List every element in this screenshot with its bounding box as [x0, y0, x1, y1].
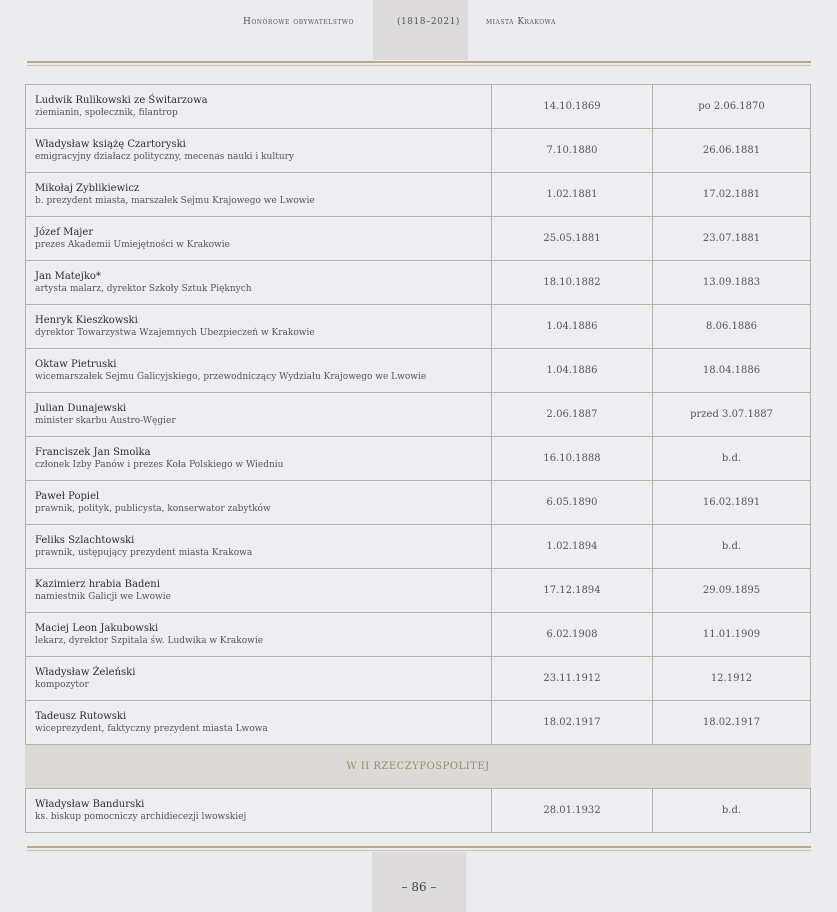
- top-rule: [27, 61, 811, 66]
- table-row: [25, 173, 811, 217]
- person-description: lekarz, dyrektor Szpitala św. Ludwika w Krakowie: [35, 636, 264, 646]
- person-description: namiestnik Galicji we Lwowie: [35, 592, 171, 602]
- person-name: Julian Dunajewski: [35, 403, 127, 414]
- person-name: Franciszek Jan Smolka: [35, 447, 151, 458]
- granted-date: 14.10.1869: [492, 85, 653, 128]
- table-row: [25, 393, 811, 437]
- section-heading: W II RZECZYPOSPOLITEJ: [25, 745, 811, 789]
- death-date: 12.1912: [710, 673, 753, 684]
- granted-date: 18.10.1882: [492, 261, 653, 304]
- table-row: [25, 789, 811, 833]
- death-date: 29.09.1895: [702, 585, 761, 596]
- granted-date: 1.02.1894: [492, 525, 653, 568]
- table-row: [25, 85, 811, 129]
- person-name: Oktaw Pietruski: [35, 359, 117, 370]
- person-description: ziemianin, społecznik, filantrop: [35, 108, 178, 118]
- granted-date: 6.05.1890: [492, 481, 653, 524]
- person-name: Paweł Popiel: [35, 491, 100, 502]
- person-cell: [26, 701, 492, 744]
- death-date: 13.09.1883: [702, 277, 761, 288]
- granted-date: 17.12.1894: [492, 569, 653, 612]
- death-date: 11.01.1909: [702, 629, 761, 640]
- person-description: b. prezydent miasta, marszałek Sejmu Krajowego we Lwowie: [35, 196, 315, 206]
- person-cell: [26, 393, 492, 436]
- table-row: [25, 657, 811, 701]
- person-description: emigracyjny działacz polityczny, mecenas nauki i kultury: [35, 152, 295, 162]
- person-name: Tadeusz Rutowski: [35, 711, 127, 722]
- table-row: [25, 217, 811, 261]
- bottom-rule: [27, 846, 811, 851]
- death-date: 16.02.1891: [702, 497, 761, 508]
- table-row: [25, 569, 811, 613]
- person-description: prawnik, polityk, publicysta, konserwator zabytków: [35, 504, 271, 514]
- person-cell: [26, 789, 492, 832]
- death-date: przed 3.07.1887: [690, 409, 773, 420]
- person-cell: [26, 261, 492, 304]
- death-date: b.d.: [721, 805, 742, 816]
- person-cell: [26, 481, 492, 524]
- person-name: Mikołaj Zyblikiewicz: [35, 183, 140, 194]
- honorary-citizens-table: [25, 84, 811, 833]
- person-name: Władysław książę Czartoryski: [35, 139, 186, 150]
- header-left: Honorowe obywatelstwo: [243, 17, 354, 27]
- person-name: Władysław Bandurski: [35, 799, 145, 810]
- death-date: 23.07.1881: [702, 233, 761, 244]
- granted-date: 1.04.1886: [492, 349, 653, 392]
- person-name: Władysław Żeleński: [35, 667, 136, 678]
- person-cell: [26, 129, 492, 172]
- death-date: 18.04.1886: [702, 365, 761, 376]
- person-description: ks. biskup pomocniczy archidiecezji lwowskiej: [35, 812, 247, 822]
- person-description: minister skarbu Austro-Węgier: [35, 416, 176, 426]
- table-row: [25, 525, 811, 569]
- person-cell: [26, 349, 492, 392]
- page-number: – 86 –: [401, 880, 437, 894]
- table-row: [25, 613, 811, 657]
- header-right: miasta Krakowa: [486, 17, 556, 27]
- person-cell: [26, 437, 492, 480]
- person-description: członek Izby Panów i prezes Koła Polskiego w Wiedniu: [35, 460, 284, 470]
- person-cell: [26, 217, 492, 260]
- granted-date: 6.02.1908: [492, 613, 653, 656]
- granted-date: 18.02.1917: [492, 701, 653, 744]
- person-cell: [26, 569, 492, 612]
- person-cell: [26, 305, 492, 348]
- person-name: Kazimierz hrabia Badeni: [35, 579, 160, 590]
- table-row: [25, 701, 811, 745]
- table-row: [25, 261, 811, 305]
- person-name: Jan Matejko*: [35, 271, 101, 282]
- table-row: [25, 305, 811, 349]
- granted-date: 23.11.1912: [492, 657, 653, 700]
- table-row: [25, 437, 811, 481]
- person-name: Feliks Szlachtowski: [35, 535, 135, 546]
- person-name: Józef Majer: [35, 227, 94, 238]
- header-center: (1818–2021): [397, 17, 460, 27]
- granted-date: 7.10.1880: [492, 129, 653, 172]
- person-name: Henryk Kieszkowski: [35, 315, 138, 326]
- death-date: 18.02.1917: [702, 717, 761, 728]
- person-description: kompozytor: [35, 680, 89, 690]
- person-cell: [26, 613, 492, 656]
- running-header: [0, 17, 837, 33]
- table-row: [25, 129, 811, 173]
- person-cell: [26, 85, 492, 128]
- person-description: prawnik, ustępujący prezydent miasta Krakowa: [35, 548, 253, 558]
- person-cell: [26, 525, 492, 568]
- person-name: Maciej Leon Jakubowski: [35, 623, 159, 634]
- death-date: 17.02.1881: [702, 189, 761, 200]
- person-description: wiceprezydent, faktyczny prezydent miasta Lwowa: [35, 724, 268, 734]
- person-description: artysta malarz, dyrektor Szkoły Sztuk Pięknych: [35, 284, 252, 294]
- person-cell: [26, 173, 492, 216]
- granted-date: 25.05.1881: [492, 217, 653, 260]
- death-date: po 2.06.1870: [698, 101, 765, 112]
- person-name: Ludwik Rulikowski ze Świtarzowa: [35, 95, 208, 106]
- death-date: 8.06.1886: [706, 321, 757, 332]
- table-row: [25, 349, 811, 393]
- granted-date: 1.04.1886: [492, 305, 653, 348]
- granted-date: 1.02.1881: [492, 173, 653, 216]
- person-description: prezes Akademii Umiejętności w Krakowie: [35, 240, 230, 250]
- table-row: [25, 481, 811, 525]
- death-date: b.d.: [721, 541, 742, 552]
- death-date: b.d.: [721, 453, 742, 464]
- death-date: 26.06.1881: [702, 145, 761, 156]
- person-description: wicemarszałek Sejmu Galicyjskiego, przewodniczący Wydziału Krajowego we Lwowie: [35, 372, 427, 382]
- granted-date: 28.01.1932: [492, 789, 653, 832]
- granted-date: 16.10.1888: [492, 437, 653, 480]
- person-description: dyrektor Towarzystwa Wzajemnych Ubezpieczeń w Krakowie: [35, 328, 315, 338]
- granted-date: 2.06.1887: [492, 393, 653, 436]
- person-cell: [26, 657, 492, 700]
